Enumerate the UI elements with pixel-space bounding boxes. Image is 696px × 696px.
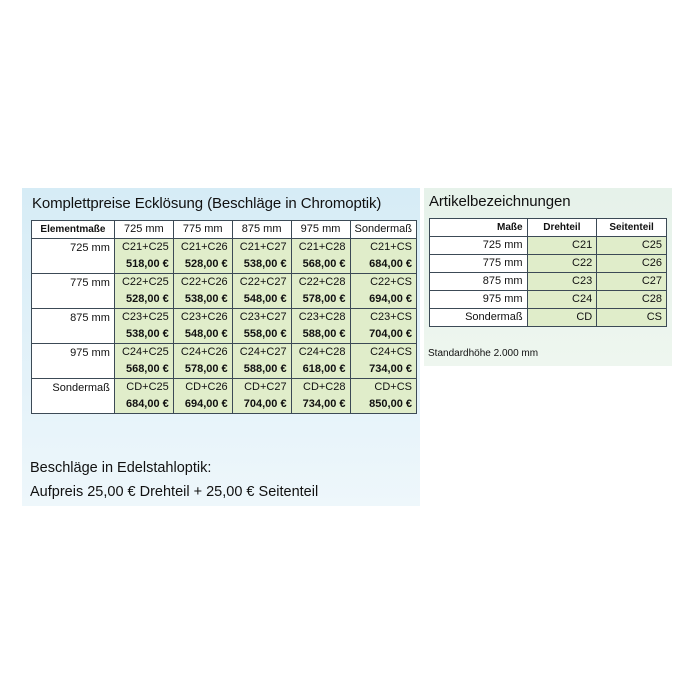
- article-code: C22+CS: [370, 276, 412, 288]
- price-cell: [232, 274, 291, 309]
- seitenteil-code: C25: [597, 237, 667, 255]
- size-label: 875 mm: [430, 273, 528, 291]
- price-value: 704,00 €: [243, 398, 287, 410]
- table-row: [430, 309, 667, 327]
- seitenteil-code: C26: [597, 255, 667, 273]
- price-value: 518,00 €: [125, 258, 169, 270]
- size-label: 975 mm: [430, 291, 528, 309]
- price-table: [31, 220, 417, 414]
- price-value: 538,00 €: [184, 293, 228, 305]
- price-cell: [114, 344, 173, 379]
- price-value: 528,00 €: [184, 258, 228, 270]
- seitenteil-code: CS: [597, 309, 667, 327]
- stainless-note-title: Beschläge in Edelstahloptik:: [30, 460, 212, 476]
- price-cell: [173, 239, 232, 274]
- column-header: Seitenteil: [597, 219, 667, 237]
- article-code: C24+CS: [370, 346, 412, 358]
- article-table-title: Artikelbezeichnungen: [429, 193, 571, 210]
- price-cell: [173, 379, 232, 414]
- price-value: 704,00 €: [369, 328, 412, 340]
- article-code: C23+C28: [298, 311, 346, 323]
- price-cell: [291, 379, 350, 414]
- table-row: [430, 237, 667, 255]
- price-cell: [173, 344, 232, 379]
- table-row: [32, 309, 417, 344]
- price-cell: [114, 239, 173, 274]
- stainless-note-surcharge: Aufpreis 25,00 € Drehteil + 25,00 € Seitenteil: [30, 484, 319, 500]
- table-row: [430, 255, 667, 273]
- row-label: 875 mm: [32, 309, 115, 344]
- article-code: C21+CS: [370, 241, 412, 253]
- article-code: C21+C28: [298, 241, 346, 253]
- size-label: Sondermaß: [430, 309, 528, 327]
- price-value: 528,00 €: [125, 293, 169, 305]
- article-code: CD+C25: [126, 381, 169, 393]
- price-cell: [173, 309, 232, 344]
- price-cell: [114, 379, 173, 414]
- article-code: C23+C26: [180, 311, 228, 323]
- size-label: 775 mm: [430, 255, 528, 273]
- article-code: C23+C27: [239, 311, 287, 323]
- table-row: [32, 239, 417, 274]
- row-label: 775 mm: [32, 274, 115, 309]
- article-code: CD+C27: [244, 381, 287, 393]
- drehteil-code: C21: [527, 237, 597, 255]
- price-value: 568,00 €: [125, 363, 169, 375]
- price-cell: [291, 309, 350, 344]
- price-cell: [350, 274, 417, 309]
- column-header: Elementmaße: [32, 221, 115, 239]
- price-cell: [291, 344, 350, 379]
- article-code: C21+C26: [180, 241, 228, 253]
- article-table: [429, 218, 667, 327]
- standard-height-note: Standardhöhe 2.000 mm: [428, 348, 539, 359]
- article-code: C21+C27: [239, 241, 287, 253]
- price-value: 588,00 €: [302, 328, 346, 340]
- price-cell: [173, 274, 232, 309]
- table-row: [32, 344, 417, 379]
- price-value: 684,00 €: [125, 398, 169, 410]
- price-cell: [350, 379, 417, 414]
- price-panel: [22, 188, 420, 506]
- article-code: C22+C26: [180, 276, 228, 288]
- drehteil-code: CD: [527, 309, 597, 327]
- price-cell: [350, 344, 417, 379]
- article-code: CD+CS: [374, 381, 412, 393]
- column-header: 975 mm: [291, 221, 350, 239]
- column-header: Drehteil: [527, 219, 597, 237]
- column-header: 725 mm: [114, 221, 173, 239]
- price-value: 548,00 €: [243, 293, 287, 305]
- price-value: 734,00 €: [302, 398, 346, 410]
- article-code: CD+C28: [303, 381, 346, 393]
- article-panel: [424, 188, 672, 366]
- article-code: CD+C26: [185, 381, 228, 393]
- article-code: C22+C25: [121, 276, 169, 288]
- article-code: C24+C27: [239, 346, 287, 358]
- article-code: C22+C28: [298, 276, 346, 288]
- price-cell: [350, 309, 417, 344]
- column-header: 775 mm: [173, 221, 232, 239]
- article-code: C24+C26: [180, 346, 228, 358]
- price-cell: [232, 309, 291, 344]
- price-table-header: [32, 221, 417, 239]
- price-cell: [291, 274, 350, 309]
- price-cell: [114, 274, 173, 309]
- price-value: 850,00 €: [369, 398, 412, 410]
- size-label: 725 mm: [430, 237, 528, 255]
- seitenteil-code: C28: [597, 291, 667, 309]
- article-table-header: [430, 219, 667, 237]
- price-cell: [114, 309, 173, 344]
- article-code: C22+C27: [239, 276, 287, 288]
- price-value: 538,00 €: [243, 258, 287, 270]
- article-code: C24+C25: [121, 346, 169, 358]
- price-cell: [232, 344, 291, 379]
- price-value: 578,00 €: [184, 363, 228, 375]
- price-value: 694,00 €: [184, 398, 228, 410]
- table-row: [430, 291, 667, 309]
- price-cell: [291, 239, 350, 274]
- price-table-title: Komplettpreise Ecklösung (Beschläge in Chromoptik): [32, 195, 382, 212]
- price-value: 558,00 €: [243, 328, 287, 340]
- table-row: [430, 273, 667, 291]
- price-value: 538,00 €: [125, 328, 169, 340]
- price-value: 578,00 €: [302, 293, 346, 305]
- article-code: C21+C25: [121, 241, 169, 253]
- price-value: 694,00 €: [369, 293, 412, 305]
- price-cell: [232, 379, 291, 414]
- price-value: 568,00 €: [302, 258, 346, 270]
- price-value: 548,00 €: [184, 328, 228, 340]
- table-row: [32, 274, 417, 309]
- column-header: Maße: [430, 219, 528, 237]
- drehteil-code: C22: [527, 255, 597, 273]
- row-label: 975 mm: [32, 344, 115, 379]
- price-value: 734,00 €: [369, 363, 412, 375]
- price-value: 684,00 €: [369, 258, 412, 270]
- drehteil-code: C23: [527, 273, 597, 291]
- row-label: Sondermaß: [32, 379, 115, 414]
- price-cell: [350, 239, 417, 274]
- column-header: Sondermaß: [350, 221, 417, 239]
- price-cell: [232, 239, 291, 274]
- price-value: 618,00 €: [302, 363, 346, 375]
- column-header: 875 mm: [232, 221, 291, 239]
- price-value: 588,00 €: [243, 363, 287, 375]
- article-code: C23+CS: [370, 311, 412, 323]
- article-code: C23+C25: [121, 311, 169, 323]
- article-code: C24+C28: [298, 346, 346, 358]
- seitenteil-code: C27: [597, 273, 667, 291]
- drehteil-code: C24: [527, 291, 597, 309]
- row-label: 725 mm: [32, 239, 115, 274]
- table-row: [32, 379, 417, 414]
